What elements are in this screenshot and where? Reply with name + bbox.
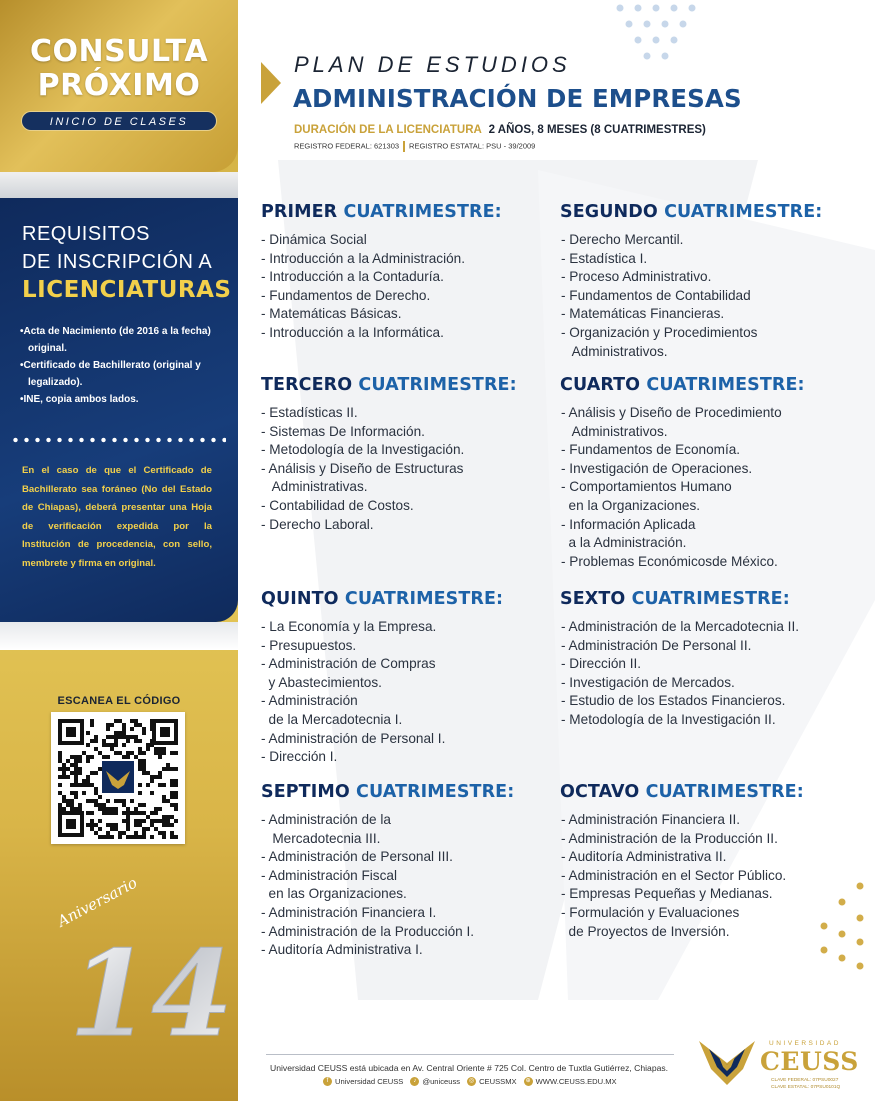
instagram-icon: ◎ <box>468 1078 475 1084</box>
course-item: - Administración de la Mercadotecnia II. <box>561 619 800 634</box>
course-item: - Administración de la Producción I. <box>261 923 475 939</box>
course-item: - Fundamentos de Derecho. <box>261 287 431 303</box>
registro-federal: REGISTRO FEDERAL: 621303 <box>294 141 400 151</box>
footer-divider <box>266 1054 674 1055</box>
registro-separator <box>403 141 405 152</box>
course-item: Administrativos. <box>561 423 668 439</box>
footer-address: Universidad CEUSS está ubicada en Av. Central Oriente # 725 Col. Centro de Tuxtla Gutiérrez, Chiapas. <box>270 1063 669 1073</box>
qr-code[interactable] <box>51 712 185 844</box>
foreign-certificate-note: En el caso de que el Certificado de Bachillerato sea foráneo (No del Estado de Chiapas), deberá presentar una Hoja de verificación expedida por la Institución de procedencia, con sello, membrete y firma en original. <box>22 465 212 569</box>
course-item: - Dinámica Social <box>261 232 367 247</box>
semester-number: CUARTO <box>560 375 641 395</box>
course-item: - Problemas Económicosde México. <box>561 553 778 569</box>
requisitos-heading-2: DE INSCRIPCIÓN A <box>22 251 213 273</box>
requirement-item: •Acta de Nacimiento (de 2016 a la fecha) original. <box>20 326 211 354</box>
semester-word: CUATRIMESTRE: <box>344 589 504 609</box>
duration-value: 2 AÑOS, 8 MESES (8 CUATRIMESTRES) <box>488 124 706 136</box>
scan-qr-label: ESCANEA EL CÓDIGO <box>57 695 181 707</box>
course-item: - Administración de la <box>261 812 391 827</box>
semester-number: SEGUNDO <box>560 202 658 222</box>
anniversary-number: 14 <box>69 924 234 1063</box>
course-item: - Administración Fiscal <box>261 867 397 883</box>
requisitos-heading: REQUISITOS <box>22 223 150 245</box>
course-item: - Matemáticas Financieras. <box>561 306 725 322</box>
course-item: - Dirección II. <box>561 656 642 672</box>
course-item: - Formulación y Evaluaciones <box>561 904 740 920</box>
semester-number: TERCERO <box>261 375 353 395</box>
course-item: - Metodología de la Investigación. <box>261 442 465 458</box>
course-item: - Metodología de la Investigación II. <box>561 711 776 727</box>
blue-dots-pattern <box>617 5 696 60</box>
semester-word: CUATRIMESTRE: <box>343 202 502 222</box>
course-item: - Sistemas De Información. <box>261 423 425 439</box>
course-item: - Organización y Procedimientos <box>561 324 758 340</box>
course-item: - La Economía y la Empresa. <box>261 619 437 634</box>
header-arrow-icon <box>261 62 281 104</box>
career-title: ADMINISTRACIÓN DE EMPRESAS <box>293 84 742 113</box>
semester-course-list <box>261 811 474 960</box>
semester-course-list <box>261 618 445 767</box>
social-label: Universidad CEUSS <box>335 1077 404 1086</box>
course-item: de Proyectos de Inversión. <box>561 923 730 939</box>
course-item: en las Organizaciones. <box>261 886 407 902</box>
course-item: - Administración de Compras <box>261 656 436 672</box>
social-link[interactable] <box>524 1077 617 1086</box>
course-item: - Contabilidad de Costos. <box>261 497 414 513</box>
logo-universidad: UNIVERSIDAD <box>769 1040 841 1047</box>
requirements-list <box>20 323 225 408</box>
course-item: - Administración <box>261 693 358 709</box>
registro-line <box>294 141 535 152</box>
semester-course-list <box>561 811 786 941</box>
course-item: - Administración De Personal II. <box>561 637 752 653</box>
course-item: - Introducción a la Informática. <box>261 324 444 340</box>
semester-course-list <box>561 231 757 361</box>
qr-pattern <box>58 719 178 837</box>
course-item: - Estadísticas II. <box>261 405 358 420</box>
registro-estatal: REGISTRO ESTATAL: PSU - 39/2009 <box>409 141 536 151</box>
semester-word: CUATRIMESTRE: <box>631 589 790 609</box>
course-item: - Análisis y Diseño de Procedimiento <box>561 405 782 420</box>
course-item: - Análisis y Diseño de Estructuras <box>261 460 464 476</box>
course-item: - Administración Financiera II. <box>561 812 741 827</box>
course-item: - Empresas Pequeñas y Medianas. <box>561 886 773 902</box>
tiktok-icon: ♪ <box>410 1077 419 1086</box>
inicio-clases-badge: INICIO DE CLASES <box>21 111 217 131</box>
social-link[interactable] <box>410 1077 460 1086</box>
logo-name: CEUSS <box>760 1047 859 1076</box>
course-item: - Administración de Personal III. <box>261 849 453 865</box>
course-item: y Abastecimientos. <box>261 674 382 690</box>
plan-de-estudios-label: PLAN DE ESTUDIOS <box>294 52 571 77</box>
course-item: - Introducción a la Administración. <box>261 250 466 266</box>
course-item: Administrativos. <box>561 343 668 359</box>
semester-number: SEXTO <box>560 589 626 609</box>
logo-clave-federal: CLAVE FEDERAL: 07PSU0027 <box>771 1078 839 1083</box>
requirement-item: •Certificado de Bachillerato (original y legalizado). <box>20 360 201 388</box>
semester-course-list <box>261 231 465 343</box>
silver-divider <box>0 172 238 198</box>
anniversary-word: Aniversario <box>54 873 141 931</box>
course-item: en la Organizaciones. <box>561 497 701 513</box>
semester-title <box>560 202 822 222</box>
course-item: - Derecho Laboral. <box>261 516 374 532</box>
semester-number: PRIMER <box>261 202 338 222</box>
semester-course-list <box>561 404 782 571</box>
course-item: - Fundamentos de Economía. <box>561 442 741 458</box>
gold-dots-pattern <box>821 883 864 970</box>
social-link[interactable] <box>467 1077 517 1086</box>
semester-title <box>261 375 517 395</box>
semester-number: QUINTO <box>261 589 339 609</box>
course-item: - Estudio de los Estados Financieros. <box>561 693 786 709</box>
semester-course-list <box>261 404 464 534</box>
course-item: - Proceso Administrativo. <box>561 269 712 285</box>
consulta-banner <box>0 0 238 172</box>
course-item: a la Administración. <box>561 535 687 551</box>
web-icon: ⊕ <box>525 1078 531 1084</box>
course-item: - Estadística I. <box>561 250 648 266</box>
duration-label: DURACIÓN DE LA LICENCIATURA <box>294 124 482 136</box>
footer-social-links <box>323 1077 617 1086</box>
proximo-title: PRÓXIMO <box>37 68 201 103</box>
requirement-item: •INE, copia ambos lados. <box>20 394 139 405</box>
consulta-title: CONSULTA <box>29 34 209 69</box>
course-item: - Auditoría Administrativa II. <box>561 849 727 865</box>
course-item: - Dirección I. <box>261 749 338 765</box>
semester-title <box>261 589 503 609</box>
course-item: - Presupuestos. <box>261 637 357 653</box>
anniversary-emblem <box>54 873 234 1065</box>
silver-divider <box>0 622 238 650</box>
semester-number: OCTAVO <box>560 782 640 802</box>
semester-word: CUATRIMESTRE: <box>356 782 515 802</box>
social-label: WWW.CEUSS.EDU.MX <box>535 1077 617 1086</box>
duration-line <box>294 124 706 136</box>
course-item: - Información Aplicada <box>561 516 696 532</box>
semester-word: CUATRIMESTRE: <box>664 202 823 222</box>
course-item: - Investigación de Operaciones. <box>561 460 753 476</box>
dotted-divider <box>10 437 226 443</box>
semester-title <box>560 782 804 802</box>
course-item: - Administración de la Producción II. <box>561 830 778 846</box>
facebook-icon: f <box>323 1077 332 1086</box>
course-item: - Matemáticas Básicas. <box>261 306 402 322</box>
course-item: - Administración en el Sector Público. <box>561 867 787 883</box>
logo-clave-estatal: CLAVE ESTATAL: 07PSU0101Q <box>771 1085 841 1090</box>
course-item: - Auditoría Administrativa I. <box>261 942 423 958</box>
semester-title <box>560 589 790 609</box>
social-label: @uniceuss <box>422 1077 461 1086</box>
semester-word: CUATRIMESTRE: <box>645 782 804 802</box>
semester-word: CUATRIMESTRE: <box>358 375 517 395</box>
course-item: Mercadotecnia III. <box>261 830 381 846</box>
course-item: - Administración Financiera I. <box>261 904 437 920</box>
semester-course-list <box>561 618 799 730</box>
licenciaturas-heading: LICENCIATURAS <box>22 277 232 303</box>
course-item: - Fundamentos de Contabilidad <box>561 287 751 303</box>
social-link[interactable] <box>323 1077 403 1086</box>
course-item: - Administración de Personal I. <box>261 730 446 746</box>
course-item: - Investigación de Mercados. <box>561 674 735 690</box>
course-item: - Derecho Mercantil. <box>561 232 684 247</box>
semester-title <box>261 202 502 222</box>
semester-word: CUATRIMESTRE: <box>646 375 805 395</box>
course-item: - Introducción a la Contaduría. <box>261 269 444 285</box>
semester-number: SEPTIMO <box>261 782 350 802</box>
semester-title <box>560 375 805 395</box>
semester-title <box>261 782 514 802</box>
social-label: CEUSSMX <box>479 1077 517 1086</box>
course-item: Administrativas. <box>261 479 368 495</box>
course-item: de la Mercadotecnia I. <box>261 711 403 727</box>
course-item: - Comportamientos Humano <box>561 479 732 495</box>
left-sidebar <box>0 0 238 1101</box>
